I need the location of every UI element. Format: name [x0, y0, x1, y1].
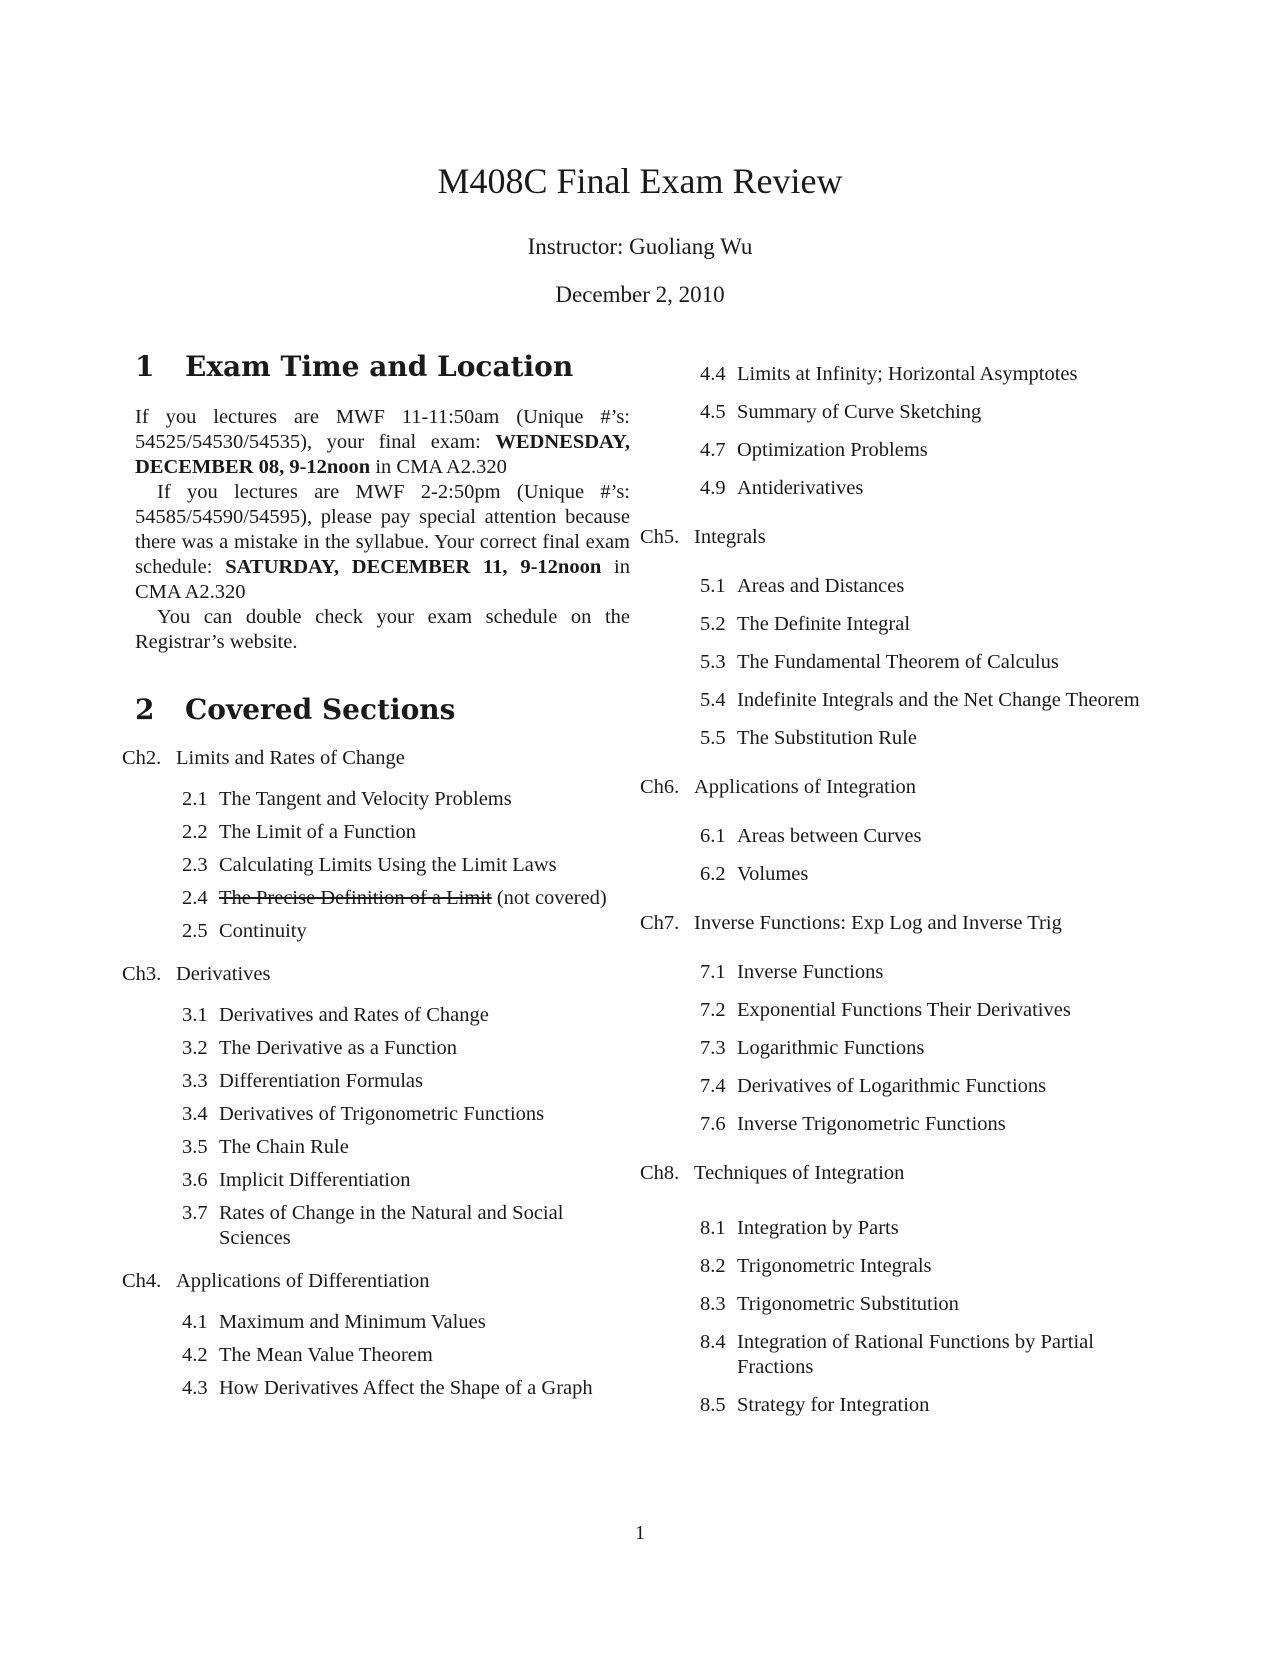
- document-title: M408C Final Exam Review: [437, 161, 843, 201]
- right-column: [640, 362, 1150, 1436]
- paragraph-registrar: You can double check your exam schedule on the Registrar’s website.: [135, 606, 630, 653]
- list-item: 7.4 Derivatives of Logarithmic Functions: [700, 1075, 1047, 1097]
- list-item: 8.2 Trigonometric Integrals: [700, 1255, 932, 1277]
- list-item: 3.3 Differentiation Formulas: [182, 1070, 424, 1092]
- list-item: 5.2 The Definite Integral: [700, 613, 911, 635]
- list-item: 5.5 The Substitution Rule: [700, 727, 917, 749]
- list-item: 5.3 The Fundamental Theorem of Calculus: [700, 651, 1059, 673]
- section-heading-covered: [135, 693, 630, 726]
- list-item: 3.4 Derivatives of Trigonometric Functions: [182, 1103, 545, 1125]
- list-item: 3.2 The Derivative as a Function: [182, 1037, 457, 1059]
- list-item: 2.2 The Limit of a Function: [182, 821, 416, 843]
- chapter-6: [640, 775, 1150, 800]
- chapter-number: Ch3.: [122, 963, 162, 985]
- list-item: 8.5 Strategy for Integration: [700, 1394, 930, 1416]
- chapter-5: [640, 525, 1150, 550]
- chapter-title: Inverse Functions: Exp Log and Inverse Trig: [694, 912, 1062, 934]
- instructor-line: Instructor: Guoliang Wu: [527, 234, 753, 259]
- list-item: 3.7 Rates of Change in the Natural and Social Sciences: [182, 1202, 564, 1249]
- section-number: 2: [135, 693, 155, 726]
- chapter-number: Ch2.: [122, 747, 162, 769]
- list-item: 3.6 Implicit Differentiation: [182, 1169, 411, 1191]
- list-item: 5.1 Areas and Distances: [700, 575, 905, 597]
- page-number: 1: [635, 1522, 645, 1544]
- chapter-number: Ch6.: [640, 776, 680, 798]
- list-item: 6.1 Areas between Curves: [700, 825, 922, 847]
- exam-location: in CMA A2.320: [135, 556, 630, 603]
- exam-location: in CMA A2.320: [375, 456, 507, 478]
- list-item: 8.1 Integration by Parts: [700, 1217, 899, 1239]
- chapter-7-items: [700, 960, 1150, 1137]
- list-item: 7.1 Inverse Functions: [700, 961, 884, 983]
- list-item: 5.4 Indefinite Integrals and the Net Change Theorem: [700, 689, 1140, 711]
- list-item: 4.2 The Mean Value Theorem: [182, 1344, 433, 1366]
- paragraph-text: If you lectures are MWF 11-11:50am (Unique #’s: 54525/54530/54535), your final exam:: [135, 406, 630, 453]
- chapter-title: Limits and Rates of Change: [176, 747, 405, 769]
- paragraph-text: If you lectures are MWF 2-2:50pm (Unique #’s: 54585/54590/54595), please pay special attention because there was a mistake in the syllabue. Your correct final exam schedule:: [135, 481, 630, 578]
- chapter-title: Integrals: [694, 526, 766, 548]
- paragraph-mwf-2: [135, 480, 630, 605]
- list-item: 3.1 Derivatives and Rates of Change: [182, 1004, 489, 1026]
- paragraph-mwf-11: [135, 405, 630, 480]
- chapter-title: Applications of Integration: [694, 776, 917, 798]
- list-item: 7.2 Exponential Functions Their Derivatives: [700, 999, 1071, 1021]
- struck-text: The Precise Definition of a Limit: [219, 887, 492, 909]
- list-item: 3.5 The Chain Rule: [182, 1136, 349, 1158]
- list-item: 4.3 How Derivatives Affect the Shape of a Graph: [182, 1377, 593, 1399]
- chapter-4: [122, 1269, 630, 1294]
- document-date: December 2, 2010: [555, 282, 725, 307]
- chapter-2-items: [182, 787, 630, 944]
- chapter-3-items: [182, 1003, 630, 1251]
- list-item: 4.5 Summary of Curve Sketching: [700, 401, 982, 423]
- chapter-list-left: [122, 746, 630, 1401]
- chapter-4-items: [182, 1310, 630, 1401]
- chapter-5-items: [700, 574, 1150, 751]
- list-item: 8.4 Integration of Rational Functions by Partial Fractions: [700, 1331, 1094, 1378]
- section-title: Exam Time and Location: [185, 350, 574, 383]
- list-item: 7.6 Inverse Trigonometric Functions: [700, 1113, 1006, 1135]
- exam-date-saturday: SATURDAY, DECEMBER 11, 9-12noon: [225, 556, 602, 578]
- list-item: 6.2 Volumes: [700, 863, 809, 885]
- chapter-number: Ch5.: [640, 526, 680, 548]
- list-item: 8.3 Trigonometric Substitution: [700, 1293, 959, 1315]
- chapter-title: Derivatives: [176, 963, 271, 985]
- list-item: 4.4 Limits at Infinity; Horizontal Asymptotes: [700, 363, 1078, 385]
- chapter-title: Applications of Differentiation: [176, 1270, 430, 1292]
- chapter-number: Ch8.: [640, 1162, 680, 1184]
- chapter-6-items: [700, 824, 1150, 887]
- chapter-number: Ch7.: [640, 912, 680, 934]
- list-item: 2.3 Calculating Limits Using the Limit Laws: [182, 854, 557, 876]
- not-covered-note: (not covered): [496, 887, 607, 909]
- chapter-8: [640, 1161, 1150, 1186]
- list-item: 4.7 Optimization Problems: [700, 439, 928, 461]
- list-item: 4.9 Antiderivatives: [700, 477, 864, 499]
- list-item: 7.3 Logarithmic Functions: [700, 1037, 925, 1059]
- chapter-8-items: [700, 1216, 1150, 1418]
- chapter-title: Techniques of Integration: [694, 1162, 905, 1184]
- list-item: 2.5 Continuity: [182, 920, 307, 942]
- left-column: [122, 350, 631, 1409]
- section-number: 1: [135, 350, 155, 383]
- list-item: 4.1 Maximum and Minimum Values: [182, 1311, 486, 1333]
- section-heading-exam-time: [135, 350, 630, 383]
- section-title: Covered Sections: [185, 693, 456, 726]
- chapter-number: Ch4.: [122, 1270, 162, 1292]
- chapter-4-items-continued: [700, 362, 1150, 501]
- exam-date-wednesday: WEDNESDAY, DECEMBER 08, 9-12noon: [135, 431, 631, 478]
- chapter-2: [122, 746, 630, 771]
- chapter-7: [640, 911, 1150, 936]
- list-item-not-covered: 2.4 The Precise Definition of a Limit (not covered): [182, 887, 607, 909]
- chapter-3: [122, 962, 630, 987]
- list-item: 2.1 The Tangent and Velocity Problems: [182, 788, 512, 810]
